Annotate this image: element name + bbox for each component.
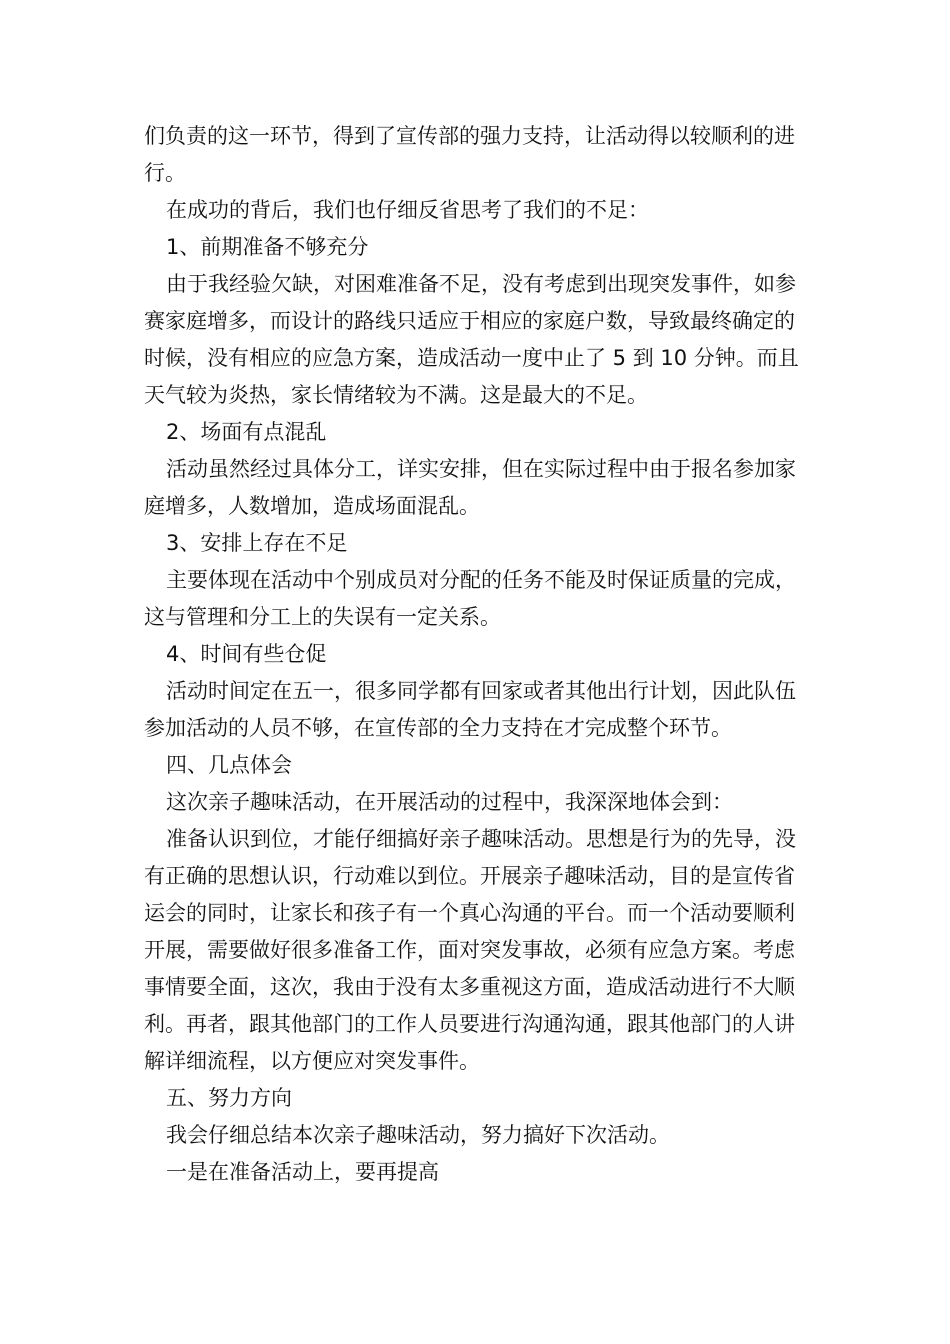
paragraph-shortcoming-4: 活动时间定在五一，很多同学都有回家或者其他出行计划，因此队伍参加活动的人员不够，在宣传部的全力支持在才完成整个环节。 xyxy=(144,679,796,740)
heading-shortcoming-4: 4、时间有些仓促 xyxy=(166,642,327,666)
paragraph-shortcoming-3: 主要体现在活动中个别成员对分配的任务不能及时保证质量的完成，这与管理和分工上的失误有一定关系。 xyxy=(144,568,796,629)
paragraph-insights-intro: 这次亲子趣味活动，在开展活动的过程中，我深深地体会到： xyxy=(166,790,733,814)
paragraph-continuation: 们负责的这一环节，得到了宣传部的强力支持，让活动得以较顺利的进行。 xyxy=(144,124,795,185)
heading-section-4: 四、几点体会 xyxy=(166,753,292,777)
paragraph-direction-first: 一是在准备活动上，要再提高 xyxy=(166,1160,439,1184)
paragraph-insights-body: 准备认识到位，才能仔细搞好亲子趣味活动。思想是行为的先导，没有正确的思想认识，行动难以到位。开展亲子趣味活动，目的是宣传省运会的同时，让家长和孩子有一个真心沟通的平台。而一个活动要顺利开展，需要做好很多准备工作，面对突发事故，必须有应急方案。考虑事情要全面，这次，我由于没有太多重视这方面，造成活动进行不大顺利。再者，跟其他部门的工作人员要进行沟通沟通，跟其他部门的人讲解详细流程，以方便应对突发事件。 xyxy=(144,827,796,1073)
paragraph-shortcoming-2: 活动虽然经过具体分工，详实安排，但在实际过程中由于报名参加家庭增多，人数增加，造成场面混乱。 xyxy=(144,457,796,518)
heading-shortcoming-2: 2、场面有点混乱 xyxy=(166,420,327,444)
heading-section-5: 五、努力方向 xyxy=(166,1086,292,1110)
paragraph-direction-intro: 我会仔细总结本次亲子趣味活动，努力搞好下次活动。 xyxy=(166,1123,670,1147)
paragraph-shortcoming-1: 由于我经验欠缺，对困难准备不足，没有考虑到出现突发事件，如参赛家庭增多，而设计的路线只适应于相应的家庭户数，导致最终确定的时候，没有相应的应急方案，造成活动一度中止了 5 到 10 分钟。而且天气较为炎热，家长情绪较为不满。这是最大的不足。 xyxy=(144,272,799,407)
document-body xyxy=(144,118,814,1191)
heading-shortcoming-3: 3、安排上存在不足 xyxy=(166,531,348,555)
paragraph-reflection-intro: 在成功的背后，我们也仔细反省思考了我们的不足： xyxy=(166,198,649,222)
heading-shortcoming-1: 1、前期准备不够充分 xyxy=(166,235,369,259)
